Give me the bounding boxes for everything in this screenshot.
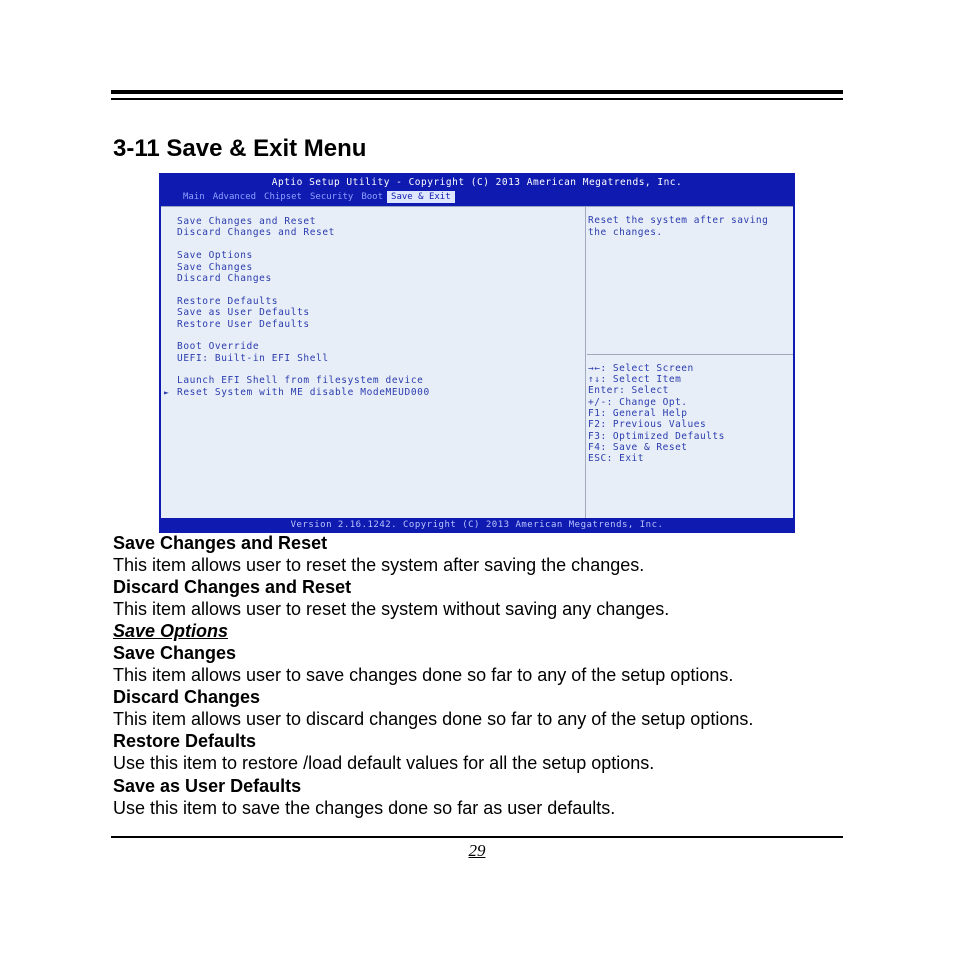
selection-arrow-icon: ► (164, 388, 169, 397)
bios-key-select-item: ↑↓: Select Item (588, 374, 682, 385)
bios-item-save-changes[interactable]: Save Changes (177, 262, 253, 273)
bios-key-f4: F4: Save & Reset (588, 442, 688, 453)
heading-save-changes-and-reset: Save Changes and Reset (113, 533, 328, 553)
bios-item-boot-override: Boot Override (177, 341, 260, 352)
subsection-save-options: Save Options (113, 621, 229, 641)
heading-discard-changes-and-reset: Discard Changes and Reset (113, 577, 352, 597)
bios-item-discard-changes-and-reset[interactable]: Discard Changes and Reset (177, 227, 335, 238)
bios-item-save-options: Save Options (177, 250, 253, 261)
bios-key-f2: F2: Previous Values (588, 419, 707, 430)
text-save-changes: This item allows user to save changes done so far to any of the setup options. (113, 665, 734, 685)
bios-body (161, 206, 793, 518)
bios-footer: Version 2.16.1242. Copyright (C) 2013 American Megatrends, Inc. (290, 520, 664, 530)
bios-item-restore-defaults[interactable]: Restore Defaults (177, 296, 279, 307)
bios-tab-save-exit[interactable]: Save & Exit (387, 191, 455, 203)
bios-key-enter-select: Enter: Select (588, 385, 669, 396)
text-save-changes-and-reset: This item allows user to reset the system after saving the changes. (113, 555, 645, 575)
heading-save-changes: Save Changes (113, 643, 237, 663)
bios-item-save-changes-and-reset[interactable]: Save Changes and Reset (177, 216, 317, 227)
bios-item-restore-user-defaults[interactable]: Restore User Defaults (177, 319, 310, 330)
bios-item-reset-system-me-disable[interactable]: Reset System with ME disable ModeMEUD000 (177, 387, 430, 398)
text-save-as-user-defaults: Use this item to save the changes done so far as user defaults. (113, 798, 616, 818)
footer-rule (111, 836, 843, 838)
bios-key-f3: F3: Optimized Defaults (588, 431, 725, 442)
bios-screenshot (159, 173, 795, 533)
bios-tab-chipset[interactable]: Chipset (264, 192, 302, 202)
page-number-value: 29 (468, 841, 486, 860)
bios-tab-main[interactable]: Main (183, 192, 205, 202)
header-rule-thin (111, 98, 843, 100)
bios-key-esc: ESC: Exit (588, 453, 644, 464)
bios-item-uefi-builtin-efi-shell[interactable]: UEFI: Built-in EFI Shell (177, 353, 329, 364)
text-discard-changes-and-reset: This item allows user to reset the system without saving any changes. (113, 599, 670, 619)
bios-key-select-screen: →←: Select Screen (588, 363, 694, 374)
header-rule-thick (111, 90, 843, 94)
heading-discard-changes: Discard Changes (113, 687, 261, 707)
bios-help-divider (587, 354, 793, 355)
bios-key-f1: F1: General Help (588, 408, 688, 419)
text-restore-defaults: Use this item to restore /load default values for all the setup options. (113, 753, 655, 773)
bios-item-save-as-user-defaults[interactable]: Save as User Defaults (177, 307, 310, 318)
bios-title: Aptio Setup Utility - Copyright (C) 2013 American Megatrends, Inc. (271, 177, 683, 188)
section-title: 3-11 Save & Exit Menu (113, 135, 367, 162)
heading-save-as-user-defaults: Save as User Defaults (113, 776, 302, 796)
bios-key-change-opt: +/-: Change Opt. (588, 397, 688, 408)
bios-item-discard-changes[interactable]: Discard Changes (177, 273, 272, 284)
page-number (0, 841, 954, 861)
bios-help-text: Reset the system after saving the changes. (588, 215, 769, 238)
bios-menu-panel (161, 207, 586, 518)
bios-item-launch-efi-shell[interactable]: Launch EFI Shell from filesystem device (177, 375, 424, 386)
bios-tab-boot[interactable]: Boot (361, 192, 384, 202)
bios-tab-advanced[interactable]: Advanced (212, 192, 257, 202)
bios-tab-bar (179, 191, 455, 203)
text-discard-changes: This item allows user to discard changes done so far to any of the setup options. (113, 709, 754, 729)
bios-tab-security[interactable]: Security (309, 192, 354, 202)
heading-restore-defaults: Restore Defaults (113, 731, 257, 751)
